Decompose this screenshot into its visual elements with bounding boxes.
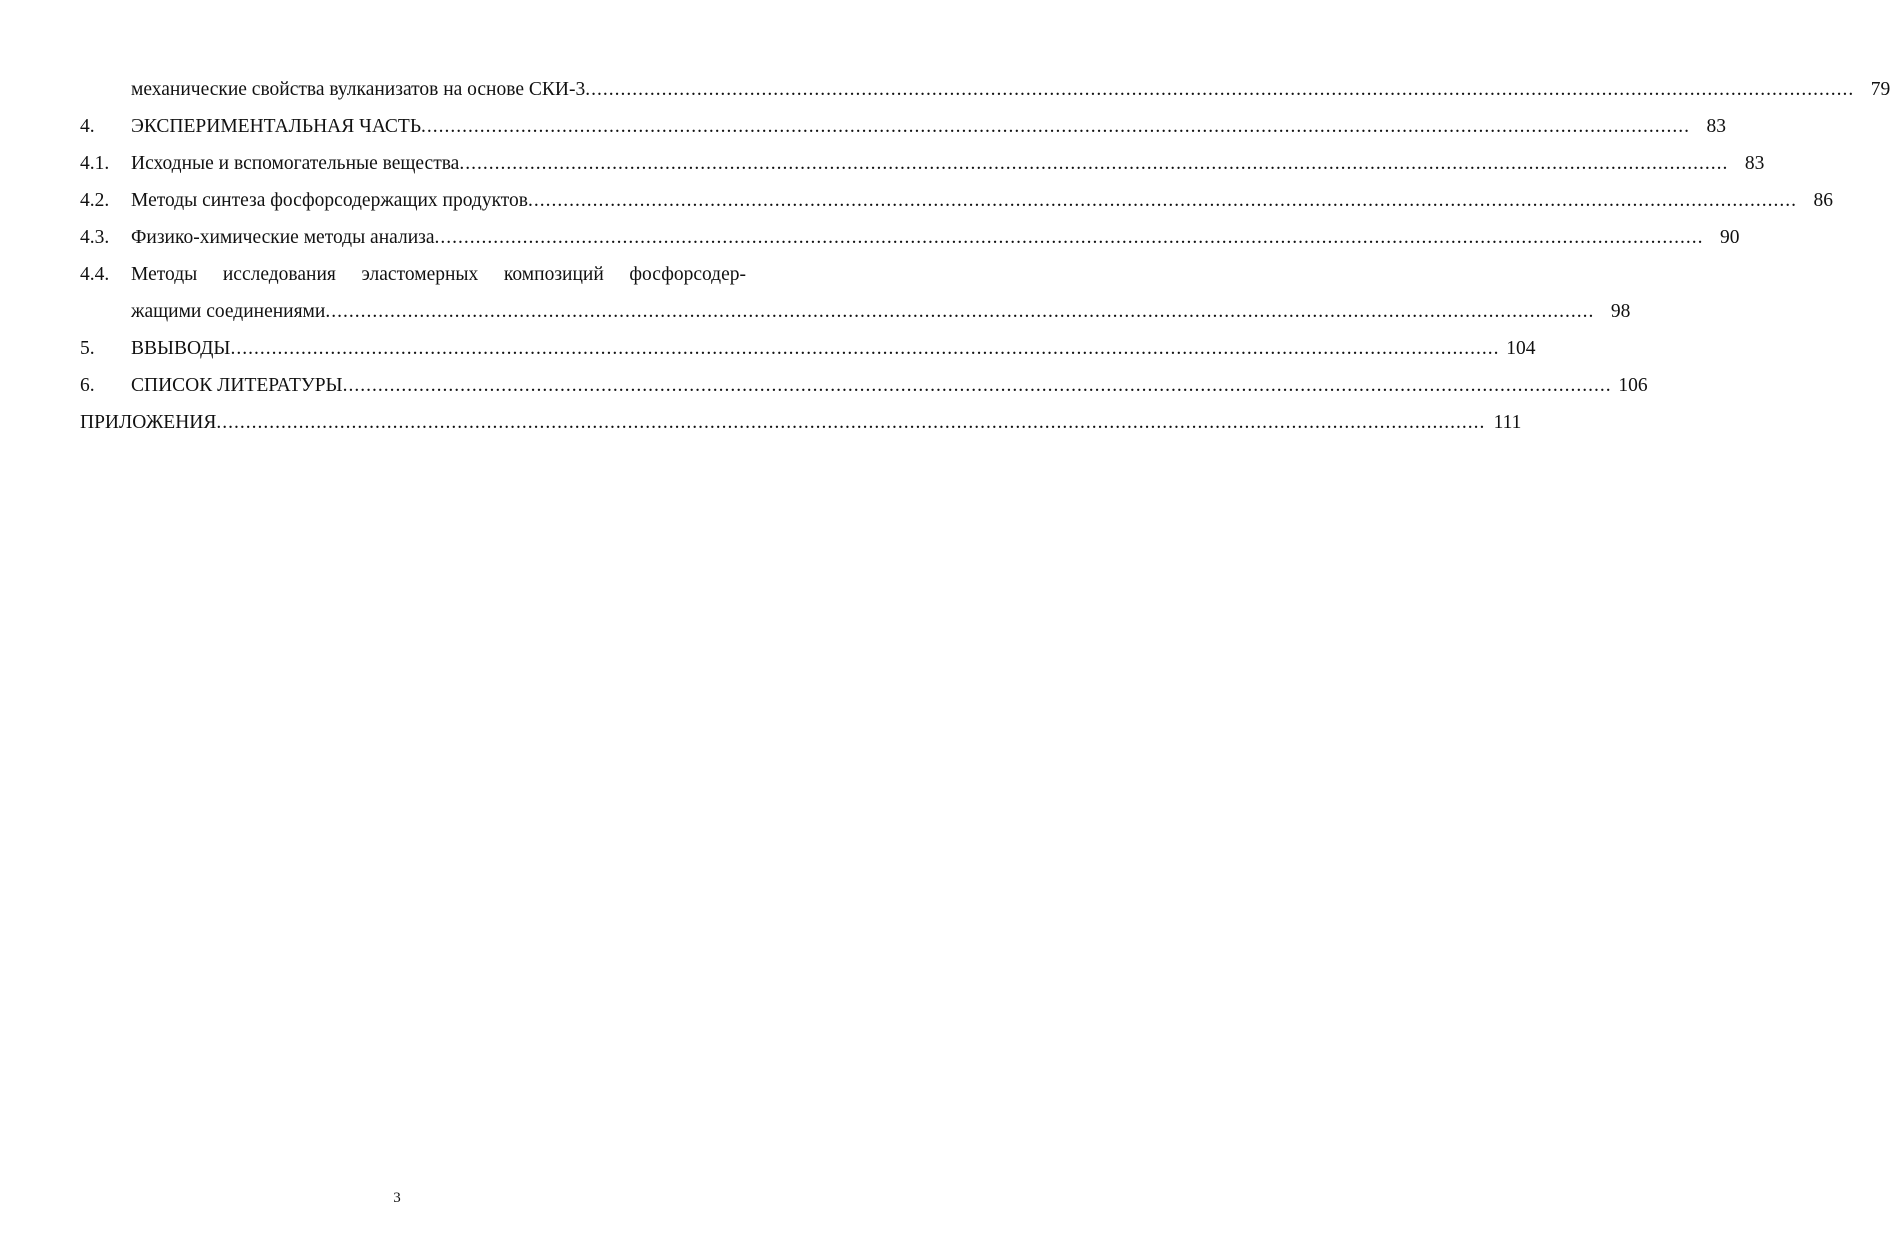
dot-leader [216,404,1485,441]
toc-entry-title: ЭКСПЕРИМЕНТАЛЬНАЯ ЧАСТЬ [131,116,422,137]
toc-entry [80,256,746,293]
toc-entry [80,367,1648,404]
toc-entry [80,108,1727,145]
toc-entry-title: Физико-химические методы анализа [131,227,435,248]
toc-entry-page: 79 [1870,79,1890,100]
toc-entry-title-line1: Методы исследования эластомерных композиций фосфорсодер- [131,264,746,285]
toc-entry-number: 4. [80,116,95,137]
toc-entry-title: ВВЫВОДЫ [131,338,231,359]
toc-entry-number: 4.1. [80,153,110,174]
toc-entry [80,404,1522,441]
dot-leader [325,293,1594,330]
toc-entry-number: 4.2. [80,190,110,211]
dot-leader [435,219,1704,256]
dot-leader [459,145,1728,182]
toc-entry-page: 106 [1618,375,1648,396]
toc-entry [80,145,1765,182]
toc-entry [80,330,1536,367]
toc-entry [80,219,1740,256]
dot-leader [343,367,1612,404]
toc-entry-page: 104 [1506,338,1536,359]
toc-entry-title: СПИСОК ЛИТЕРАТУРЫ [131,375,343,396]
toc-entry-number: 6. [80,375,95,396]
dot-leader [230,330,1499,367]
toc-entry [80,71,1890,108]
toc-entry-title: механические свойства вулканизатов на основе СКИ-3 [131,79,586,100]
dot-leader [421,108,1690,145]
toc-entry-continuation [80,293,1631,330]
toc-entry-number: 4.3. [80,227,110,248]
toc-entry-number: 5. [80,338,95,359]
toc-entry-page: 83 [1744,153,1765,174]
dot-leader [528,182,1797,219]
toc-entry [80,182,1834,219]
toc-entry-title: ПРИЛОЖЕНИЯ [80,412,217,433]
toc-entry-page: 86 [1813,190,1834,211]
toc-entry-title: Методы синтеза фосфорсодержащих продуктов [131,190,529,211]
toc-entry-title-line2: жащими соединениями [131,301,326,322]
toc-entry-page: 83 [1706,116,1727,137]
toc-entry-number: 4.4. [80,264,110,285]
dot-leader [585,71,1854,108]
toc-entry-page: 98 [1610,301,1631,322]
table-of-contents [80,71,1890,441]
page-number: 3 [393,1190,401,1206]
toc-entry-page: 111 [1493,412,1522,433]
toc-entry-title: Исходные и вспомогательные вещества [131,153,460,174]
toc-entry-page: 90 [1720,227,1740,248]
